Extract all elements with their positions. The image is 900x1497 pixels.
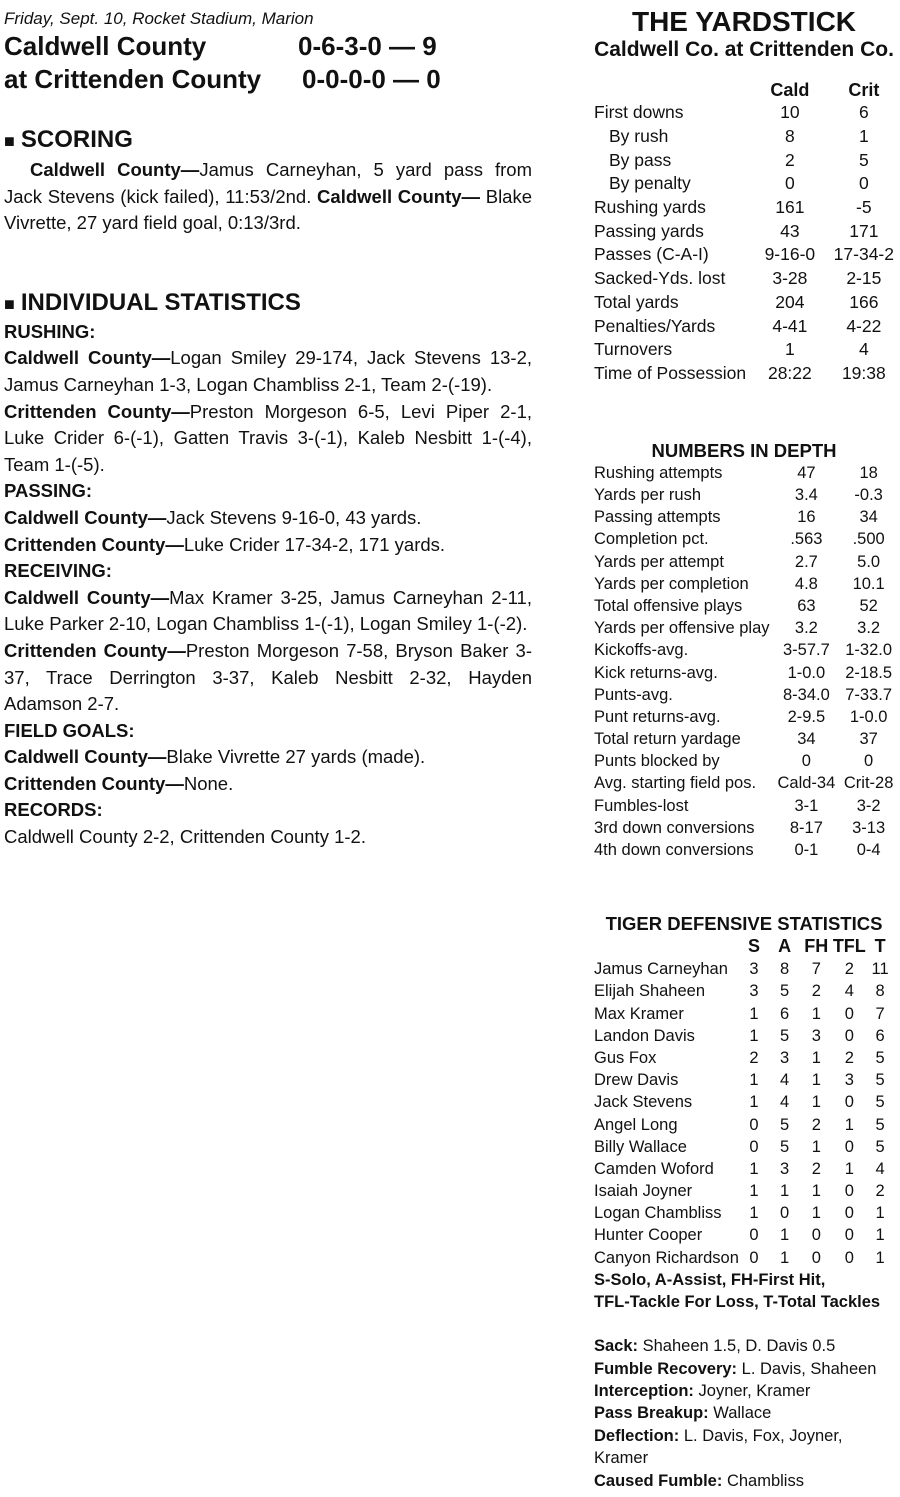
- stat-label: Passing attempts: [594, 508, 721, 527]
- stat-value-caldwell: 3.2: [794, 619, 818, 638]
- stat-value-caldwell: 204: [775, 291, 805, 312]
- player-name: Logan Chambliss: [594, 1204, 722, 1223]
- player-stat-t: 5: [875, 1071, 885, 1090]
- stat-value-caldwell: 28:22: [767, 362, 812, 383]
- legend-line: TFL-Tackle For Loss, T-Total Tackles: [594, 1293, 881, 1312]
- stat-label: Avg. starting field pos.: [594, 774, 757, 793]
- player-stat-tfl: 3: [844, 1071, 854, 1090]
- stat-value-caldwell: 4-41: [772, 315, 808, 336]
- stat-value-caldwell: 3-57.7: [782, 641, 830, 660]
- records-text: Caldwell County 2-2, Crittenden County 1-2.: [4, 826, 366, 848]
- stat-label: Rushing attempts: [594, 463, 723, 482]
- stat-row: [594, 172, 894, 196]
- defensive-note: Deflection: L. Davis, Fox, Joyner, Kramer: [594, 1426, 843, 1468]
- stat-value-crittenden: 2-18.5: [845, 663, 893, 682]
- player-stat-t: 1: [875, 1248, 885, 1267]
- defensive-notes: [594, 1335, 894, 1492]
- team-label: Caldwell County—: [30, 159, 200, 180]
- stat-value-crittenden: 52: [859, 596, 878, 615]
- column-header: T: [874, 936, 886, 957]
- player-stat-t: 5: [875, 1093, 885, 1112]
- stat-label: By rush: [609, 126, 669, 147]
- player-name: Jack Stevens: [594, 1093, 693, 1112]
- stat-value-crittenden: 2-15: [846, 268, 882, 289]
- bullet-square-icon: ■: [4, 131, 15, 151]
- stat-value-caldwell: 2.7: [794, 552, 818, 571]
- stat-value-crittenden: 1-0.0: [849, 707, 888, 726]
- player-stat-t: 7: [875, 1004, 885, 1023]
- player-name: Elijah Shaheen: [594, 982, 706, 1001]
- player-stat-s: 1: [749, 1182, 759, 1201]
- player-stat-t: 1: [875, 1226, 885, 1245]
- player-row: [594, 1136, 894, 1158]
- player-row: [594, 1181, 894, 1203]
- stat-value-crittenden: 1: [858, 126, 869, 147]
- stat-value-caldwell: 2: [785, 149, 795, 170]
- stat-label: Yards per offensive play: [594, 619, 770, 638]
- player-name: Camden Woford: [594, 1159, 714, 1178]
- stat-label: Passes (C-A-I): [594, 244, 709, 265]
- stat-row: [594, 507, 894, 529]
- note-label: Caused Fumble:: [594, 1471, 723, 1490]
- player-stat-tfl: 1: [844, 1115, 854, 1134]
- stat-row: [594, 839, 894, 861]
- stat-value-crittenden: 6: [858, 102, 869, 123]
- scoring-play: Jamus Carneyhan, 5 yard pass from Jack Stevens (kick failed), 11:53/2nd.: [4, 159, 533, 207]
- player-row: [594, 981, 894, 1003]
- stat-label: By penalty: [609, 173, 691, 194]
- stat-label: Kickoffs-avg.: [594, 641, 689, 660]
- stat-value-crittenden: 3-13: [852, 818, 886, 837]
- stat-label: Passing yards: [594, 220, 704, 241]
- player-stat-tfl: 0: [844, 1026, 854, 1045]
- stat-label: Yards per rush: [594, 486, 701, 505]
- player-stat-tfl: 0: [844, 1137, 854, 1156]
- player-stat-fh: 1: [811, 1182, 821, 1201]
- stat-value-caldwell: 8: [785, 126, 795, 147]
- column-header: S: [747, 936, 760, 957]
- column-header: Crit: [848, 80, 880, 100]
- player-name: Gus Fox: [594, 1048, 657, 1067]
- stat-value-crittenden: 5: [858, 149, 869, 170]
- player-stat-fh: 2: [811, 982, 821, 1001]
- player-stat-t: 5: [875, 1137, 885, 1156]
- stat-value-crittenden: 18: [859, 463, 878, 482]
- stat-value-crittenden: 4: [858, 339, 869, 360]
- player-stat-s: 1: [749, 1093, 759, 1112]
- numbers-in-depth-title: NUMBERS IN DEPTH: [651, 440, 837, 462]
- player-stat-s: 3: [749, 982, 759, 1001]
- player-stat-fh: 7: [811, 960, 821, 979]
- stat-value-caldwell: 3-28: [772, 268, 808, 289]
- defensive-note: Sack: Shaheen 1.5, D. Davis 0.5: [594, 1337, 836, 1356]
- stat-row: [594, 773, 894, 795]
- player-stat-a: 5: [780, 1137, 790, 1156]
- stat-row: [594, 729, 894, 751]
- stat-value-caldwell: 43: [780, 220, 800, 241]
- player-stat-t: 2: [875, 1182, 885, 1201]
- player-stat-t: 5: [875, 1115, 885, 1134]
- player-row: [594, 1003, 894, 1025]
- stats-column: [594, 0, 894, 1492]
- score-line-crittenden: [4, 63, 532, 96]
- stat-value-crittenden: 0: [858, 173, 869, 194]
- stat-value-crittenden: 171: [849, 220, 879, 241]
- stat-label: 3rd down conversions: [594, 818, 755, 837]
- column-header: Cald: [770, 80, 810, 100]
- defensive-stats-title: TIGER DEFENSIVE STATISTICS: [605, 912, 883, 934]
- player-stat-a: 5: [780, 982, 790, 1001]
- stat-label: Time of Possession: [594, 362, 747, 383]
- score-line-caldwell: [4, 30, 532, 63]
- player-stat-a: 1: [780, 1248, 790, 1267]
- stat-label: Yards per attempt: [594, 552, 724, 571]
- stat-label: Punts blocked by: [594, 752, 720, 771]
- column-header: A: [778, 936, 792, 957]
- stat-label: Punts-avg.: [594, 685, 673, 704]
- stat-label: By pass: [609, 149, 672, 170]
- defensive-note: Pass Breakup: Wallace: [594, 1404, 772, 1423]
- stat-value-crittenden: 3.2: [857, 619, 881, 638]
- stat-value-caldwell: 9-16-0: [764, 244, 816, 265]
- player-stat-fh: 2: [811, 1159, 821, 1178]
- yardstick-table: [594, 80, 894, 385]
- player-stat-t: 8: [875, 982, 885, 1001]
- scoring-heading: ■ SCORING: [4, 126, 133, 153]
- team-name: Caldwell County: [4, 31, 207, 61]
- stat-row: [594, 817, 894, 839]
- scoring-play: Blake Vivrette, 27 yard field goal, 0:13/3rd.: [4, 185, 533, 234]
- defensive-note: Interception: Joyner, Kramer: [594, 1382, 811, 1401]
- stat-value-caldwell: 34: [797, 730, 816, 749]
- stat-value-crittenden: 1-32.0: [845, 641, 893, 660]
- player-stat-fh: 1: [811, 1204, 821, 1223]
- stat-label: Sacked-Yds. lost: [594, 268, 726, 289]
- player-stat-s: 1: [749, 1071, 759, 1090]
- player-stat-fh: 1: [811, 1048, 821, 1067]
- stat-row: [594, 795, 894, 817]
- stat-value-caldwell: 8-17: [789, 818, 823, 837]
- player-row: [594, 1247, 894, 1269]
- stat-row: [594, 101, 894, 125]
- stat-row: [594, 219, 894, 243]
- team-score: 0-6-3-0 — 9: [298, 31, 437, 61]
- rushing-caldwell: Caldwell County—Logan Smiley 29-174, Jack Stevens 13-2, Jamus Carneyhan 1-3, Logan Chambliss 2-1, Team 2-(-19).: [4, 347, 532, 395]
- stat-label: First downs: [594, 102, 684, 123]
- note-label: Deflection:: [594, 1426, 680, 1445]
- team-label: Caldwell County—: [317, 185, 481, 207]
- stat-row: [594, 362, 894, 386]
- player-stat-a: 4: [780, 1071, 790, 1090]
- receiving-caldwell: Caldwell County—Max Kramer 3-25, Jamus Carneyhan 2-11, Luke Parker 2-10, Logan Chambliss 1-(-1), Logan Smiley 1-(-2).: [4, 586, 532, 635]
- stat-row: [594, 684, 894, 706]
- stat-row: [594, 462, 894, 484]
- note-label: Fumble Recovery:: [594, 1359, 738, 1378]
- player-stat-fh: 0: [811, 1248, 821, 1267]
- player-name: Billy Wallace: [594, 1137, 687, 1156]
- player-row: [594, 1225, 894, 1247]
- stat-label: Rushing yards: [594, 197, 706, 218]
- yardstick-title: THE YARDSTICK: [631, 6, 857, 37]
- player-stat-t: 1: [875, 1204, 885, 1223]
- player-row: [594, 1025, 894, 1047]
- player-stat-t: 4: [875, 1159, 885, 1178]
- player-row: [594, 1092, 894, 1114]
- field-goals-caldwell: Caldwell County—Blake Vivrette 27 yards (made).: [4, 746, 426, 768]
- stat-value-caldwell: 16: [797, 508, 816, 527]
- field-goals-label: FIELD GOALS:: [4, 719, 135, 741]
- defensive-stats-table: [594, 935, 894, 1270]
- team-name: at Crittenden County: [4, 64, 262, 94]
- stat-row: [594, 529, 894, 551]
- player-name: Isaiah Joyner: [594, 1182, 693, 1201]
- player-stat-fh: 3: [811, 1026, 821, 1045]
- player-stat-tfl: 0: [844, 1248, 854, 1267]
- player-stat-s: 1: [749, 1204, 759, 1223]
- stat-value-crittenden: 4-22: [846, 315, 882, 336]
- stat-value-crittenden: .500: [852, 530, 885, 549]
- stat-label: Turnovers: [594, 339, 673, 360]
- player-stat-tfl: 2: [844, 960, 854, 979]
- stat-row: [594, 291, 894, 315]
- passing-label: PASSING:: [4, 480, 93, 502]
- player-stat-s: 0: [749, 1137, 759, 1156]
- team-score: 0-0-0-0 — 0: [302, 64, 441, 94]
- note-label: Pass Breakup:: [594, 1404, 709, 1423]
- player-stat-s: 0: [749, 1115, 759, 1134]
- rushing-crittenden: Crittenden County—Preston Morgeson 6-5, Levi Piper 2-1, Luke Crider 6-(-1), Gatten Travis 3-(-1), Kaleb Nesbitt 1-(-4), Team 1-(-5).: [4, 400, 532, 475]
- stat-row: [594, 243, 894, 267]
- player-row: [594, 1158, 894, 1180]
- player-stat-tfl: 0: [844, 1093, 854, 1112]
- receiving-crittenden: Crittenden County—Preston Morgeson 7-58, Bryson Baker 3-37, Trace Derrington 3-37, Kaleb Nesbitt 2-32, Hayden Adamson 2-7.: [4, 639, 532, 715]
- player-stat-fh: 0: [811, 1226, 821, 1245]
- stat-row: [594, 595, 894, 617]
- column-header: FH: [804, 936, 829, 957]
- stat-label: Yards per completion: [594, 574, 749, 593]
- player-stat-tfl: 2: [844, 1048, 854, 1067]
- stat-row: [594, 618, 894, 640]
- stat-value-crittenden: 37: [859, 730, 878, 749]
- stat-value-crittenden: -0.3: [854, 486, 883, 505]
- column-header: TFL: [832, 936, 866, 957]
- rushing-label: RUSHING:: [4, 320, 96, 342]
- stat-value-crittenden: 34: [859, 508, 878, 527]
- player-stat-fh: 1: [811, 1093, 821, 1112]
- stat-value-caldwell: 1: [785, 339, 795, 360]
- player-row: [594, 1203, 894, 1225]
- stat-label: Kick returns-avg.: [594, 663, 718, 682]
- note-label: Interception:: [594, 1382, 694, 1401]
- stat-value-caldwell: 0: [785, 173, 795, 194]
- player-stat-a: 0: [780, 1204, 790, 1223]
- player-stat-t: 5: [875, 1048, 885, 1067]
- player-stat-s: 0: [749, 1248, 759, 1267]
- player-name: Jamus Carneyhan: [594, 960, 728, 979]
- player-stat-s: 0: [749, 1226, 759, 1245]
- stat-value-crittenden: 7-33.7: [845, 685, 893, 704]
- stat-value-crittenden: 0-4: [856, 841, 881, 860]
- stat-row: [594, 196, 894, 220]
- stat-value-crittenden: -5: [856, 197, 872, 218]
- stat-row: [594, 314, 894, 338]
- player-stat-tfl: 0: [844, 1182, 854, 1201]
- player-stat-a: 1: [780, 1226, 790, 1245]
- stat-value-caldwell: 47: [797, 463, 816, 482]
- records-label: RECORDS:: [4, 799, 103, 821]
- stat-label: Total offensive plays: [594, 596, 743, 615]
- stat-label: Punt returns-avg.: [594, 707, 721, 726]
- stat-value-crittenden: 19:38: [841, 362, 886, 383]
- player-stat-fh: 1: [811, 1137, 821, 1156]
- stat-label: 4th down conversions: [594, 841, 754, 860]
- dateline: Friday, Sept. 10, Rocket Stadium, Marion: [4, 9, 314, 28]
- receiving-label: RECEIVING:: [4, 560, 112, 582]
- player-name: Max Kramer: [594, 1004, 684, 1023]
- player-row: [594, 959, 894, 981]
- stat-value-caldwell: 63: [797, 596, 816, 615]
- stat-value-crittenden: 0: [864, 752, 874, 771]
- stat-row: [594, 125, 894, 149]
- stat-value-crittenden: Crit-28: [843, 774, 894, 793]
- stat-value-crittenden: 166: [849, 291, 879, 312]
- stat-value-caldwell: 0: [801, 752, 811, 771]
- stat-row: [594, 573, 894, 595]
- stat-value-caldwell: 2-9.5: [787, 707, 826, 726]
- stat-row: [594, 640, 894, 662]
- stat-value-caldwell: 161: [775, 197, 805, 218]
- stat-value-crittenden: 5.0: [857, 552, 881, 571]
- stat-value-caldwell: 8-34.0: [782, 685, 830, 704]
- player-stat-tfl: 0: [844, 1204, 854, 1223]
- stat-row: [594, 338, 894, 362]
- stat-label: Total yards: [594, 291, 679, 312]
- stat-label: Total return yardage: [594, 730, 741, 749]
- stat-label: Fumbles-lost: [594, 796, 689, 815]
- stat-label: Completion pct.: [594, 530, 709, 549]
- yardstick-subtitle: Caldwell Co. at Crittenden Co.: [594, 38, 894, 61]
- legend-line: S-Solo, A-Assist, FH-First Hit,: [594, 1271, 826, 1290]
- player-stat-fh: 1: [811, 1071, 821, 1090]
- stat-value-crittenden: 17-34-2: [833, 244, 894, 265]
- stat-value-caldwell: 10: [780, 102, 800, 123]
- player-stat-fh: 2: [811, 1115, 821, 1134]
- stat-value-caldwell: .563: [790, 530, 823, 549]
- game-story-column: [4, 0, 532, 851]
- player-name: Hunter Cooper: [594, 1226, 703, 1245]
- field-goals-crittenden: Crittenden County—None.: [4, 772, 234, 794]
- player-stat-a: 5: [780, 1026, 790, 1045]
- player-stat-a: 1: [780, 1182, 790, 1201]
- individual-stats-heading: ■ INDIVIDUAL STATISTICS: [4, 288, 301, 316]
- player-stat-a: 5: [780, 1115, 790, 1134]
- player-stat-s: 1: [749, 1159, 759, 1178]
- stat-value-caldwell: 0-1: [794, 841, 819, 860]
- player-name: Drew Davis: [594, 1071, 679, 1090]
- player-stat-a: 6: [780, 1004, 790, 1023]
- stat-row: [594, 706, 894, 728]
- bullet-square-icon: ■: [4, 293, 15, 314]
- player-name: Landon Davis: [594, 1026, 695, 1045]
- player-row: [594, 1047, 894, 1069]
- stat-row: [594, 751, 894, 773]
- stat-row: [594, 148, 894, 172]
- player-stat-fh: 1: [811, 1004, 821, 1023]
- stat-value-caldwell: Cald-34: [777, 774, 836, 793]
- stat-value-crittenden: 10.1: [852, 574, 885, 593]
- player-row: [594, 1114, 894, 1136]
- defensive-note: Caused Fumble: Chambliss: [594, 1471, 804, 1490]
- player-name: Canyon Richardson: [594, 1248, 739, 1267]
- stat-value-caldwell: 3-1: [794, 796, 819, 815]
- player-stat-s: 1: [749, 1026, 759, 1045]
- player-stat-a: 8: [780, 960, 790, 979]
- player-stat-s: 2: [749, 1048, 759, 1067]
- stat-row: [594, 267, 894, 291]
- stat-row: [594, 551, 894, 573]
- player-stat-tfl: 1: [844, 1159, 854, 1178]
- player-stat-a: 3: [780, 1159, 790, 1178]
- passing-caldwell: Caldwell County—Jack Stevens 9-16-0, 43 yards.: [4, 506, 422, 528]
- player-name: Angel Long: [594, 1115, 678, 1134]
- player-stat-tfl: 0: [844, 1004, 854, 1023]
- stat-value-caldwell: 1-0.0: [787, 663, 826, 682]
- player-stat-tfl: 4: [844, 982, 854, 1001]
- note-label: Sack:: [594, 1337, 639, 1356]
- stat-value-caldwell: 3.4: [794, 486, 818, 505]
- player-stat-tfl: 0: [844, 1226, 854, 1245]
- stat-value-crittenden: 3-2: [856, 796, 881, 815]
- stat-row: [594, 484, 894, 506]
- player-stat-a: 4: [780, 1093, 790, 1112]
- numbers-in-depth-table: [594, 462, 894, 861]
- stat-value-caldwell: 4.8: [794, 574, 818, 593]
- player-row: [594, 1070, 894, 1092]
- stat-label: Penalties/Yards: [594, 315, 716, 336]
- player-stat-a: 3: [780, 1048, 790, 1067]
- player-stat-t: 11: [871, 960, 889, 979]
- player-stat-s: 1: [749, 1004, 759, 1023]
- passing-crittenden: Crittenden County—Luke Crider 17-34-2, 171 yards.: [4, 533, 446, 555]
- player-stat-t: 6: [875, 1026, 885, 1045]
- stat-row: [594, 662, 894, 684]
- player-stat-s: 3: [749, 960, 759, 979]
- scoring-summary: [4, 157, 532, 237]
- defensive-note: Fumble Recovery: L. Davis, Shaheen: [594, 1359, 877, 1378]
